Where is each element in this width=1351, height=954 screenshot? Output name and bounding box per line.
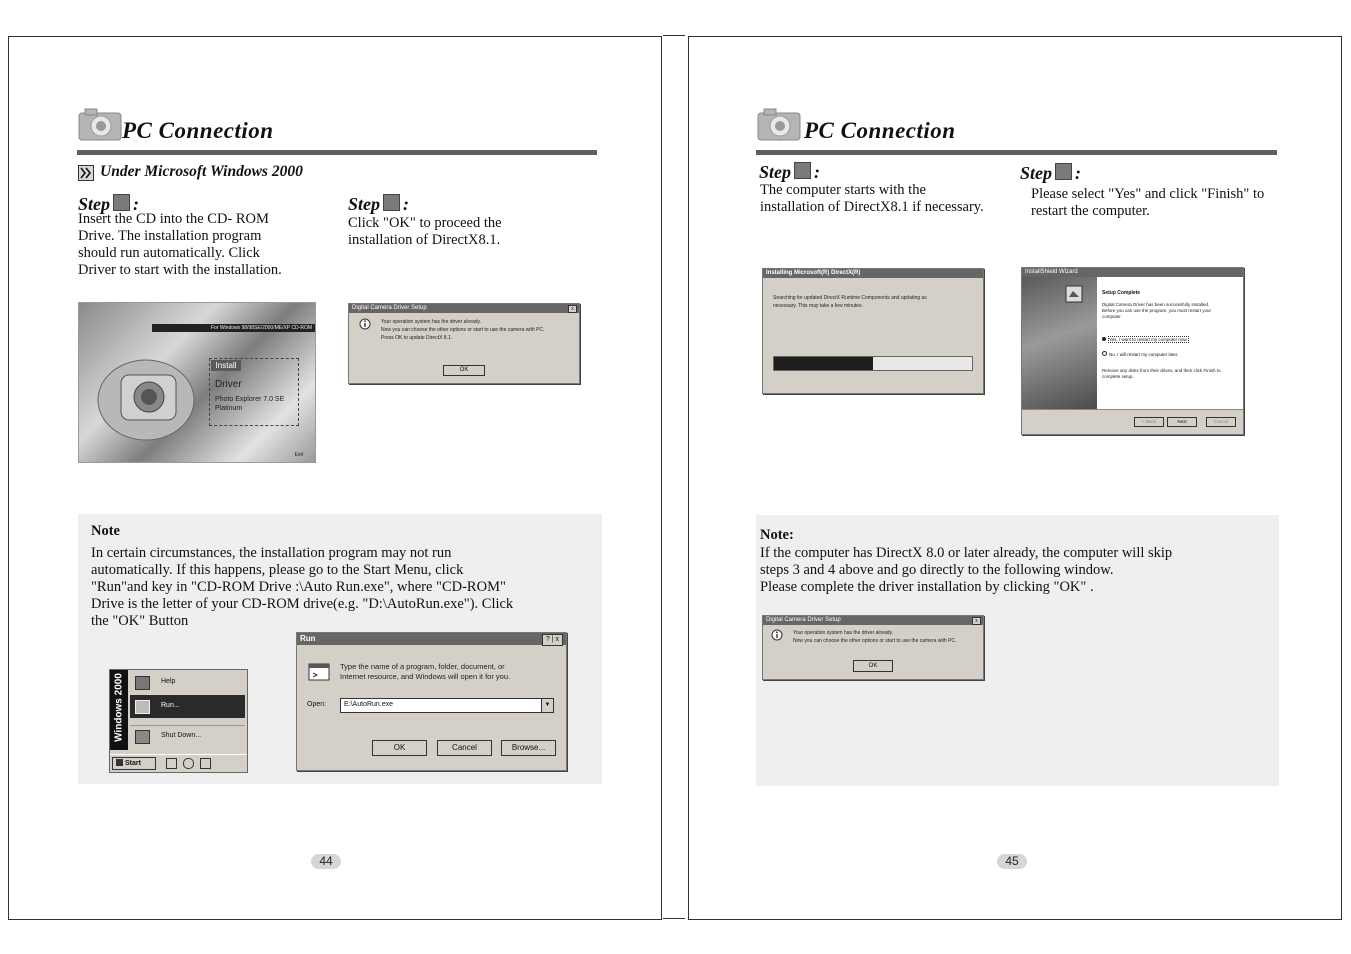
step-number-icon [1055, 163, 1072, 180]
cancel-button[interactable]: Cancel [437, 740, 492, 756]
quick-launch-desktop-icon[interactable] [166, 758, 177, 769]
run-icon [135, 700, 150, 714]
close-button[interactable]: x [972, 617, 981, 625]
double-arrow-icon [78, 165, 94, 181]
close-button[interactable]: x [568, 305, 577, 313]
radio-no-restart[interactable] [1102, 351, 1242, 359]
dialog-title: InstallShield Wizard [1022, 268, 1243, 277]
radio-selected-icon [1102, 337, 1106, 341]
back-button[interactable]: < Back [1134, 417, 1164, 427]
header-bar [756, 150, 1277, 155]
install-progress-bar [773, 356, 973, 371]
driver-setup-dialog [348, 303, 580, 384]
step-3-text: The computer starts with the installation of DirectX8.1 if necessary. [760, 182, 984, 215]
driver-setup-dialog [762, 615, 984, 680]
page-title: PC Connection [122, 118, 274, 143]
start-menu-screenshot [109, 669, 248, 773]
step-number-icon [794, 162, 811, 179]
exit-button[interactable]: Exit [294, 452, 303, 458]
section-subheading: Under Microsoft Windows 2000 [100, 163, 303, 180]
dialog-title: Run [297, 633, 566, 645]
note-text: If the computer has DirectX 8.0 or later already, the computer will skip steps 3 and 4 above and go directly to the following window. Please complete the driver installation by clicking "OK" . [760, 545, 1173, 595]
driver-button[interactable]: Driver [215, 379, 242, 390]
shut-down-icon [135, 730, 150, 744]
ok-button[interactable]: OK [372, 740, 427, 756]
dialog-title: Installing Microsoft(R) DirectX(R) [763, 269, 983, 278]
wizard-footer-text: Remove any disks from their drives, and then click Finish to complete setup. [1102, 368, 1221, 379]
photo-explorer-button[interactable]: Photo Explorer 7.0 SE Platinum [215, 396, 285, 412]
camera-icon [756, 107, 802, 141]
open-label: Open: [307, 701, 327, 708]
gutter-line-top [663, 35, 685, 36]
menu-item-label: Run... [161, 702, 180, 709]
step-word: Step [759, 162, 792, 182]
note-title: Note [91, 523, 120, 539]
right-page [688, 36, 1342, 920]
step-2-label [348, 194, 409, 215]
gutter-line-bottom [663, 918, 685, 919]
step-colon: : [403, 194, 410, 214]
run-instructions: Type the name of a program, folder, document, or Internet resource, and Windows will open it for you. [340, 662, 511, 681]
left-page [8, 36, 662, 920]
page-title: PC Connection [804, 118, 956, 143]
step-number-icon [383, 194, 400, 211]
next-button[interactable]: Next [1167, 417, 1197, 427]
open-input-value[interactable]: E:\AutoRun.exe [344, 701, 394, 708]
step-colon: : [1075, 163, 1082, 183]
step-word: Step [348, 194, 381, 214]
start-label: Start [125, 760, 141, 767]
radio-unselected-icon [1102, 351, 1107, 356]
wizard-side-graphic [1022, 277, 1097, 410]
header-bar [77, 150, 597, 155]
radio-yes-restart[interactable] [1102, 336, 1242, 344]
step-4-text: Please select "Yes" and click "Finish" to restart the computer. [1031, 186, 1265, 219]
step-3-label [759, 162, 820, 183]
menu-item-help[interactable] [130, 672, 245, 693]
browse-button[interactable]: Browse... [501, 740, 556, 756]
note-box [78, 514, 602, 784]
start-button[interactable] [112, 757, 156, 770]
step-number-icon [113, 194, 130, 211]
note-text: In certain circumstances, the installation program may not run automatically. If this happens, please go to the Start Menu, click "Run"and key in "CD-ROM Drive :\Auto Run.exe", where "CD-ROM" Drive is the letter of your CD-ROM drive(e.g. "D:\AutoRun.exe"). Click the "OK" Button [91, 545, 514, 629]
run-dialog [296, 632, 567, 771]
installshield-wizard-dialog [1021, 267, 1244, 435]
directx-install-dialog [762, 268, 984, 394]
info-icon [359, 318, 371, 330]
wizard-message: Digital Camera Driver has been successfully installed. Before you can use the program, you must restart your computer. [1102, 302, 1212, 319]
help-close-buttons[interactable]: ? | x [542, 634, 563, 646]
note-box [756, 515, 1279, 786]
menu-item-label: Shut Down... [161, 732, 202, 739]
note-title: Note: [760, 527, 794, 543]
step-1-text: Insert the CD into the CD- ROM Drive. The installation program should run automatically. Click Driver to start with the installation. [78, 211, 282, 278]
menu-item-label: Help [161, 678, 176, 685]
info-icon [771, 629, 783, 641]
camera-icon [77, 107, 123, 141]
step-4-label [1020, 163, 1081, 184]
cancel-button[interactable]: Cancel [1206, 417, 1236, 427]
wizard-logo-icon [1065, 285, 1083, 303]
step-word: Step [78, 194, 111, 214]
menu-item-run[interactable] [130, 695, 245, 718]
step-colon: : [814, 162, 821, 182]
menu-item-shut-down[interactable] [130, 725, 245, 747]
install-button[interactable]: Install [211, 360, 241, 371]
open-combobox[interactable] [340, 698, 554, 713]
ok-button[interactable]: OK [853, 660, 893, 672]
step-colon: : [133, 194, 140, 214]
quick-launch-mail-icon[interactable] [200, 758, 211, 769]
dialog-title: Digital Camera Driver Setup [349, 304, 579, 313]
dialog-message: Searching for updated DirectX Runtime Components and updating as necessary. This may take a few minutes. [773, 295, 927, 309]
chevron-down-icon[interactable]: ▼ [541, 699, 553, 712]
run-program-icon [307, 661, 331, 685]
page-number: 45 [997, 854, 1027, 869]
taskbar [110, 754, 247, 772]
camera-illustration-icon [91, 345, 201, 445]
step-2-text: Click "OK" to proceed the installation of DirectX8.1. [348, 215, 502, 248]
radio-label: No, I will restart my computer later. [1109, 352, 1179, 357]
page-number: 44 [311, 854, 341, 869]
dialog-title: Digital Camera Driver Setup [763, 616, 983, 625]
cd-menu-screenshot [78, 302, 316, 463]
windows-logo-icon [116, 759, 123, 766]
quick-launch-browser-icon[interactable] [183, 758, 194, 769]
progress-fill [774, 357, 873, 370]
windows-2000-side-banner [110, 670, 128, 750]
dialog-message: Your operation system has the driver already. Now you can choose the other options or start to use the camera with PC. Press OK to update DirectX 8.1. [381, 319, 545, 341]
dialog-message: Your operation system has the driver already. Now you can choose the other options or start to use the camera with PC. [793, 630, 957, 644]
side-label: Windows 2000 [113, 673, 125, 742]
wizard-heading: Setup Complete [1102, 290, 1141, 296]
help-icon [135, 676, 150, 690]
radio-label: Yes, I want to restart my computer now. [1109, 337, 1188, 342]
cd-menu-banner: For Windows 98/98SE/2000/ME/XP CD-ROM [152, 324, 315, 332]
ok-button[interactable]: OK [443, 365, 485, 376]
step-word: Step [1020, 163, 1053, 183]
